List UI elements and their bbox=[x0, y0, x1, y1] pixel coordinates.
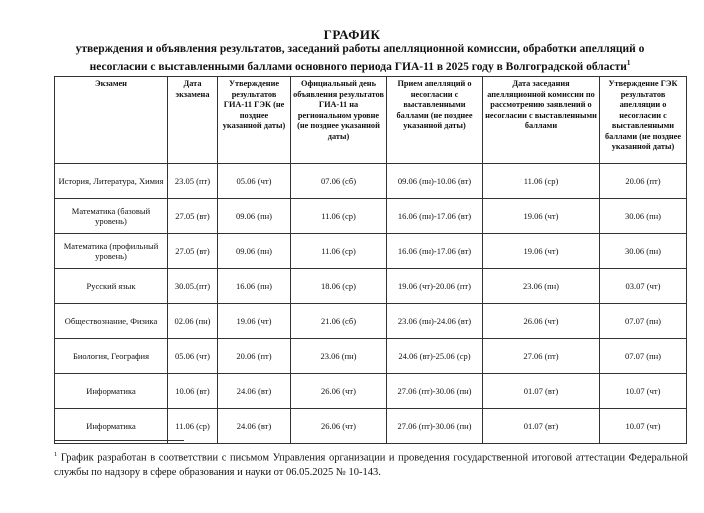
date-cell: 21.06 (сб) bbox=[291, 304, 387, 339]
date-cell: 30.05.(пт) bbox=[168, 269, 218, 304]
footnote-mark: 1 bbox=[54, 451, 58, 458]
date-cell: 23.06 (пн) bbox=[291, 339, 387, 374]
table-row bbox=[55, 199, 687, 234]
date-cell: 19.06 (чт)-20.06 (пт) bbox=[387, 269, 483, 304]
date-cell: 16.06 (пн) bbox=[218, 269, 291, 304]
date-cell: 23.06 (пн) bbox=[483, 269, 600, 304]
date-cell: 30.06 (пн) bbox=[600, 199, 687, 234]
date-cell: 27.05 (вт) bbox=[168, 234, 218, 269]
date-cell: 11.06 (ср) bbox=[291, 234, 387, 269]
table-row bbox=[55, 339, 687, 374]
date-cell: 16.06 (пн)-17.06 (вт) bbox=[387, 234, 483, 269]
date-cell: 19.06 (чт) bbox=[218, 304, 291, 339]
date-cell: 11.06 (ср) bbox=[483, 164, 600, 199]
date-cell: 10.07 (чт) bbox=[600, 374, 687, 409]
exam-cell: Математика (профильный уровень) bbox=[55, 234, 168, 269]
footnote-divider bbox=[54, 440, 184, 441]
date-cell: 27.06 (пт)-30.06 (пн) bbox=[387, 374, 483, 409]
exam-cell: Обществознание, Физика bbox=[55, 304, 168, 339]
date-cell: 07.07 (пн) bbox=[600, 339, 687, 374]
footnote-reference: 1 bbox=[626, 59, 631, 67]
table-row bbox=[55, 304, 687, 339]
date-cell: 20.06 (пт) bbox=[600, 164, 687, 199]
date-cell: 24.06 (вт)-25.06 (ср) bbox=[387, 339, 483, 374]
date-cell: 24.06 (вт) bbox=[218, 409, 291, 444]
exam-cell: Математика (базовый уровень) bbox=[55, 199, 168, 234]
exam-cell: Биология, География bbox=[55, 339, 168, 374]
date-cell: 24.06 (вт) bbox=[218, 374, 291, 409]
date-cell: 23.05 (пт) bbox=[168, 164, 218, 199]
date-cell: 27.06 (пт)-30.06 (пн) bbox=[387, 409, 483, 444]
page-title: ГРАФИК bbox=[323, 27, 381, 42]
date-cell: 01.07 (вт) bbox=[483, 374, 600, 409]
column-header: Официальный день объявления результатов ГИА-11 на региональном уровне (не позднее указанной даты) bbox=[291, 77, 387, 164]
schedule-table bbox=[54, 76, 687, 444]
column-header: Утверждение результатов ГИА-11 ГЭК (не позднее указанной даты) bbox=[218, 77, 291, 164]
date-cell: 07.07 (пн) bbox=[600, 304, 687, 339]
column-header: Прием апелляций о несогласии с выставленными баллами (не позднее указанной даты) bbox=[387, 77, 483, 164]
date-cell: 19.06 (чт) bbox=[483, 199, 600, 234]
date-cell: 26.06 (чт) bbox=[291, 409, 387, 444]
footnote-text: График разработан в соответствии с письмом Управления организации и проведения государственной итоговой аттестации Федеральной службы по надзору в сфере образования и науки от 06.05.2025 № 10-143. bbox=[54, 452, 688, 478]
column-header: Дата заседания апелляционной комиссии по рассмотрению заявлений о несогласии с выставленными баллами bbox=[483, 77, 600, 164]
page-subtitle bbox=[70, 42, 650, 74]
column-header: Дата экзамена bbox=[168, 77, 218, 164]
date-cell: 18.06 (ср) bbox=[291, 269, 387, 304]
exam-cell: Информатика bbox=[55, 374, 168, 409]
table-row bbox=[55, 409, 687, 444]
date-cell: 27.06 (пт) bbox=[483, 339, 600, 374]
exam-cell: Русский язык bbox=[55, 269, 168, 304]
date-cell: 09.06 (пн)-10.06 (вт) bbox=[387, 164, 483, 199]
date-cell: 19.06 (чт) bbox=[483, 234, 600, 269]
column-header: Утверждение ГЭК результатов апелляции о несогласии с выставленными баллами (не позднее указанной даты) bbox=[600, 77, 687, 164]
date-cell: 11.06 (ср) bbox=[168, 409, 218, 444]
date-cell: 10.07 (чт) bbox=[600, 409, 687, 444]
date-cell: 09.06 (пн) bbox=[218, 199, 291, 234]
date-cell: 16.06 (пн)-17.06 (вт) bbox=[387, 199, 483, 234]
date-cell: 11.06 (ср) bbox=[291, 199, 387, 234]
table-row bbox=[55, 164, 687, 199]
date-cell: 01.07 (вт) bbox=[483, 409, 600, 444]
subtitle-text: утверждения и объявления результатов, заседаний работы апелляционной комиссии, обработки апелляций о несогласии с выставленными баллами основного периода ГИА-11 в 2025 году в Волгоградской области bbox=[75, 43, 645, 73]
footnote bbox=[54, 448, 688, 480]
date-cell: 23.06 (пн)-24.06 (вт) bbox=[387, 304, 483, 339]
table-row bbox=[55, 374, 687, 409]
date-cell: 02.06 (пн) bbox=[168, 304, 218, 339]
date-cell: 07.06 (сб) bbox=[291, 164, 387, 199]
date-cell: 26.06 (чт) bbox=[483, 304, 600, 339]
date-cell: 26.06 (чт) bbox=[291, 374, 387, 409]
date-cell: 09.06 (пн) bbox=[218, 234, 291, 269]
date-cell: 20.06 (пт) bbox=[218, 339, 291, 374]
date-cell: 10.06 (вт) bbox=[168, 374, 218, 409]
table-header-row bbox=[55, 77, 687, 164]
table-row bbox=[55, 234, 687, 269]
date-cell: 03.07 (чт) bbox=[600, 269, 687, 304]
column-header: Экзамен bbox=[55, 77, 168, 164]
date-cell: 27.05 (вт) bbox=[168, 199, 218, 234]
table-row bbox=[55, 269, 687, 304]
date-cell: 05.06 (чт) bbox=[168, 339, 218, 374]
exam-cell: История, Литература, Химия bbox=[55, 164, 168, 199]
date-cell: 30.06 (пн) bbox=[600, 234, 687, 269]
date-cell: 05.06 (чт) bbox=[218, 164, 291, 199]
exam-cell: Информатика bbox=[55, 409, 168, 444]
